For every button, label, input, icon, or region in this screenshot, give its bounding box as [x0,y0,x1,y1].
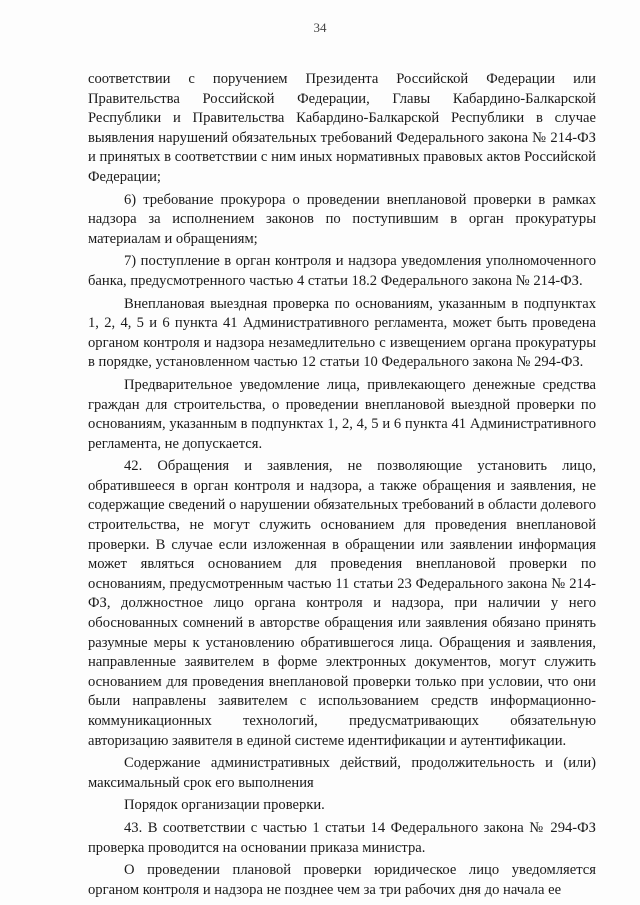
paragraph-item-7: 7) поступление в орган контроля и надзора уведомления уполномоченного банка, предусмотренного частью 4 статьи 18.2 Федерального закона № 214-ФЗ. [88,253,596,289]
paragraph-section-heading: Содержание административных действий, продолжительность и (или) максимальный срок его выполнения [88,755,596,791]
paragraph-procedure-heading: Порядок организации проверки. [124,797,325,814]
paragraph-planned-inspection-notice: О проведении плановой проверки юридическое лицо уведомляется органом контроля и надзора не позднее чем за три рабочих дня до начала ее [88,862,596,898]
paragraph-continuation: соответствии с поручением Президента Российской Федерации или Правительства Российской Федерации, Главы Кабардино-Балкарской Республики и Правительства Кабардино-Балкарской Республики в случае выявления нарушений обязательных требований Федерального закона № 214-ФЗ и принятых в соответствии с ним иных нормативных правовых актов Российской Федерации; [88,71,596,185]
paragraph-unscheduled-inspection: Внеплановая выездная проверка по основаниям, указанным в подпунктах 1, 2, 4, 5 и 6 пункта 41 Административного регламента, может быть проведена органом контроля и надзора незамедлительно с извещением органа прокуратуры в порядке, установленном частью 12 статьи 10 Федерального закона № 294-ФЗ. [88,295,596,371]
page-number: 34 [313,20,327,35]
paragraph-item-6: 6) требование прокурора о проведении внеплановой проверки в рамках надзора за исполнением законов по поступившим в орган прокуратуры материалам и обращениям; [88,191,596,247]
document-body [88,70,596,900]
paragraph-43: 43. В соответствии с частью 1 статьи 14 Федерального закона № 294-ФЗ проверка проводится на основании приказа министра. [88,819,596,856]
paragraph-prior-notice: Предварительное уведомление лица, привлекающего денежные средства граждан для строительства, о проведении внеплановой выездной проверки по основаниям, указанным в подпунктах 1, 2, 4, 5 и 6 пункта 41 Административного регламента, не допускается. [88,376,596,452]
paragraph-42: 42. Обращения и заявления, не позволяющие установить лицо, обратившееся в орган контроля и надзора, а также обращения и заявления, не содержащие сведений о нарушении обязательных требований в области долевого строительства, не могут служить основанием для проведения внеплановой проверки. В случае если изложенная в обращении или заявлении информация может являться основанием для проведения внеплановой проверки по основаниям, предусмотренным частью 11 статьи 23 Федерального закона № 214-ФЗ, должностное лицо органа контроля и надзора, при наличии у него обоснованных сомнений в авторстве обращения или заявления обязано принять разумные меры к установлению обратившегося лица. Обращения и заявления, направленные заявителем в форме электронных документов, могут служить основанием для проведения внеплановой проверки только при условии, что они были направлены заявителем с использованием средств информационно-коммуникационных технологий, предусматривающих обязательную авторизацию заявителя в единой системе идентификации и аутентификации. [88,458,596,749]
